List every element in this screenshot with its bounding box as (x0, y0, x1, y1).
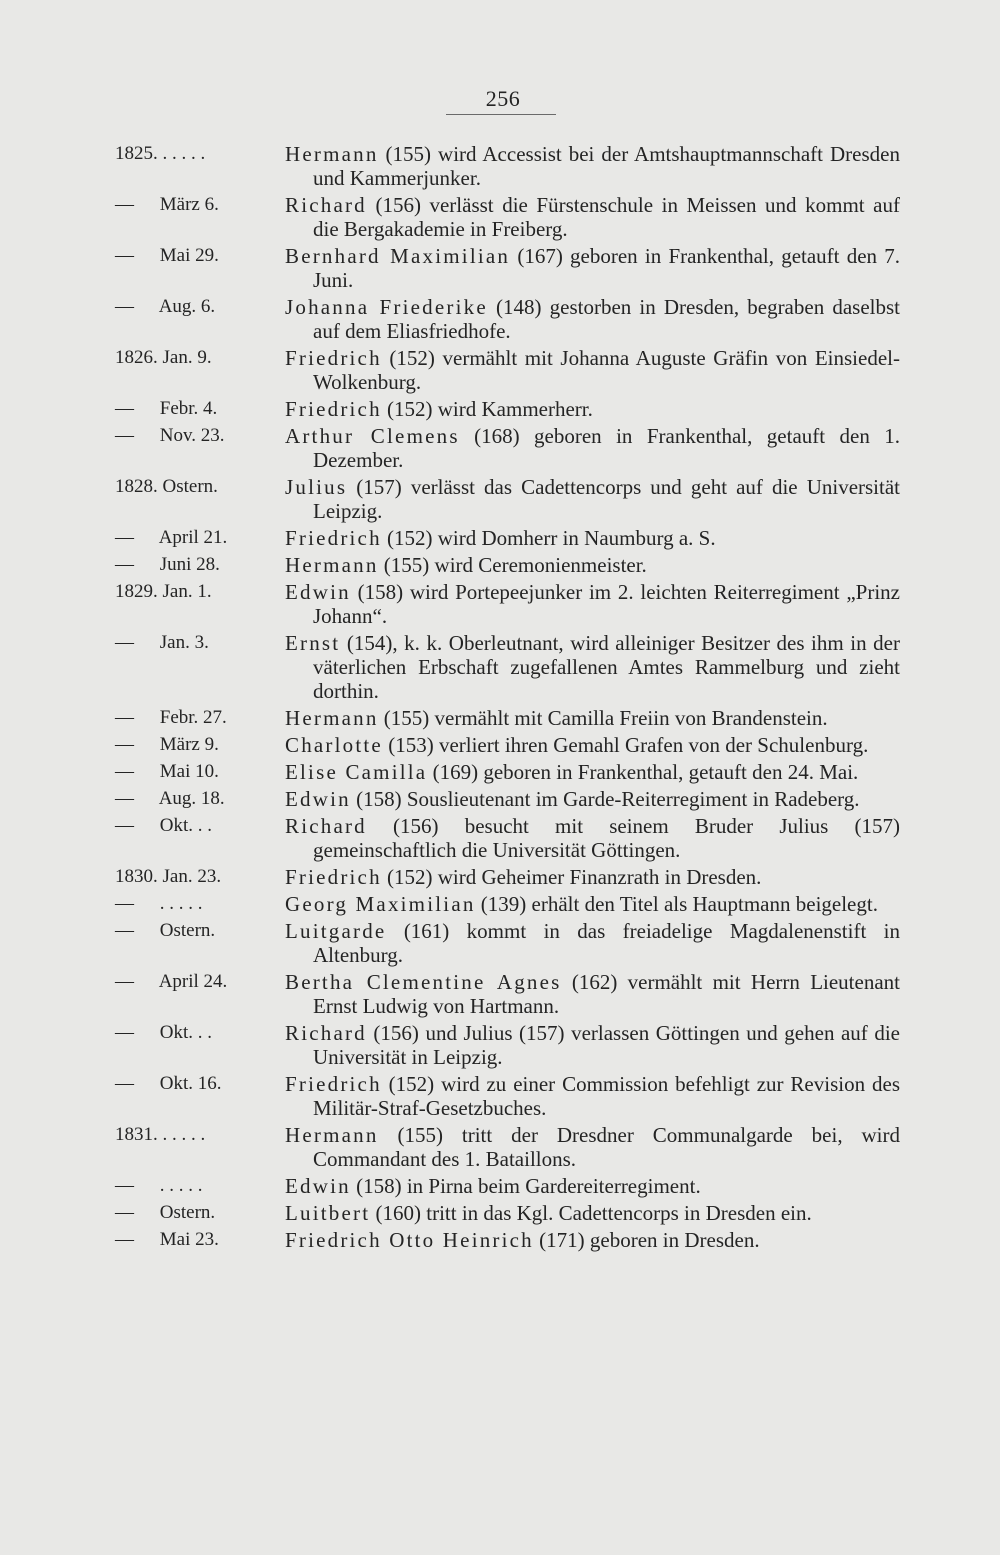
entry-text (285, 142, 900, 190)
chronology-entry (0, 553, 1000, 577)
chronology-entry (0, 733, 1000, 757)
chronology-entry (0, 193, 1000, 241)
entry-person: Richard (285, 814, 367, 838)
entry-text (285, 397, 900, 421)
entry-person: Johanna Friederike (285, 295, 488, 319)
entry-person: Julius (285, 475, 348, 499)
entry-person: Friedrich (285, 865, 382, 889)
entry-day: Jan. 9. (162, 347, 212, 368)
entry-date (115, 1021, 275, 1045)
entry-description: (157) verlässt das Cadettencorps und geht auf die Universität Leipzig. (313, 475, 900, 523)
page-number-rule (446, 114, 556, 115)
entry-person: Arthur Clemens (285, 424, 460, 448)
entry-text (285, 1228, 900, 1252)
entry-date (115, 580, 275, 604)
entry-person: Bertha Clementine Agnes (285, 970, 562, 994)
entry-person: Hermann (285, 1123, 379, 1147)
entry-year: — (115, 1022, 134, 1043)
entry-text (285, 580, 900, 628)
chronology-entry (0, 1201, 1000, 1225)
entry-date (115, 346, 275, 370)
entry-text (285, 865, 900, 889)
entry-year: — (115, 815, 134, 836)
entry-date (115, 526, 275, 550)
chronology-entry (0, 787, 1000, 811)
entry-year: 1828. (115, 476, 158, 497)
entry-text (285, 970, 900, 1018)
entry-text (285, 733, 900, 757)
entry-description: (156) verlässt die Fürstenschule in Meissen und kommt auf die Bergakademie in Freiberg. (313, 193, 900, 241)
chronology-entry (0, 919, 1000, 967)
entry-description: (158) in Pirna beim Gardereiterregiment. (350, 1174, 701, 1198)
entry-day: . . . . . (159, 1175, 203, 1196)
chronology-entry (0, 244, 1000, 292)
entry-text (285, 424, 900, 472)
chronology-entry (0, 526, 1000, 550)
entry-text (285, 814, 900, 862)
entry-person: Edwin (285, 580, 351, 604)
entry-year: 1825. (115, 143, 158, 164)
chronology-entry (0, 346, 1000, 394)
entry-year: — (115, 734, 134, 755)
entry-description: (152) wird Geheimer Finanzrath in Dresden. (381, 865, 762, 889)
entry-description: (155) wird Ceremonienmeister. (378, 553, 647, 577)
entry-year: 1830. (115, 866, 158, 887)
chronology-entry (0, 892, 1000, 916)
entry-day: April 24. (158, 971, 228, 992)
entry-text (285, 475, 900, 523)
entry-year: — (115, 1229, 134, 1250)
entry-date (115, 865, 275, 889)
entry-text (285, 1021, 900, 1069)
entry-date (115, 295, 275, 319)
entry-description: (158) Souslieutenant im Garde-Reiterregiment in Radeberg. (350, 787, 860, 811)
chronology-entry (0, 475, 1000, 523)
entry-year: — (115, 788, 134, 809)
entry-description: (167) geboren in Frankenthal, getauft den 7. Juni. (313, 244, 901, 292)
entry-description: (152) vermählt mit Johanna Auguste Gräfin von Einsiedel-Wolkenburg. (313, 346, 900, 394)
chronology-entry (0, 706, 1000, 730)
entry-day: Nov. 23. (159, 425, 225, 446)
entry-person: Richard (285, 1021, 367, 1045)
entry-description: (155) tritt der Dresdner Communalgarde bei, wird Commandant des 1. Bataillons. (313, 1123, 900, 1171)
entry-description: (156) und Julius (157) verlassen Göttingen und gehen auf die Universität in Leipzig. (313, 1021, 900, 1069)
entry-date (115, 142, 275, 166)
entry-day: März 9. (159, 734, 219, 755)
entry-year: 1826. (115, 347, 158, 368)
entry-day: Febr. 4. (159, 398, 218, 419)
entry-text (285, 526, 900, 550)
entry-description: (152) wird Domherr in Naumburg a. S. (381, 526, 716, 550)
entry-description: (152) wird Kammerherr. (381, 397, 593, 421)
entry-person: Ernst (285, 631, 341, 655)
chronology-entry (0, 580, 1000, 628)
entry-year: — (115, 527, 134, 548)
entry-text (285, 631, 900, 703)
chronology-entry (0, 397, 1000, 421)
entry-description: (139) erhält den Titel als Hauptmann beigelegt. (475, 892, 878, 916)
entry-text (285, 1072, 900, 1120)
entry-date (115, 1123, 275, 1147)
entry-person: Georg Maximilian (285, 892, 476, 916)
entry-date (115, 1174, 275, 1198)
entry-text (285, 553, 900, 577)
entry-person: Friedrich (285, 526, 382, 550)
entry-day: . . . . . (159, 893, 203, 914)
entry-person: Friedrich (285, 397, 382, 421)
entry-description: (160) tritt in das Kgl. Cadettencorps in Dresden ein. (370, 1201, 812, 1225)
chronology-entry (0, 295, 1000, 343)
entry-person: Hermann (285, 142, 379, 166)
entry-person: Edwin (285, 787, 351, 811)
entry-year: — (115, 245, 134, 266)
entry-year: — (115, 425, 134, 446)
entry-description: (155) wird Accessist bei der Amtshauptmannschaft Dresden und Kammerjunker. (313, 142, 900, 190)
entry-person: Hermann (285, 553, 379, 577)
entry-date (115, 553, 275, 577)
entry-text (285, 706, 900, 730)
entry-date (115, 1201, 275, 1225)
entry-date (115, 892, 275, 916)
entry-date (115, 1228, 275, 1252)
entry-text (285, 919, 900, 967)
entry-year: — (115, 761, 134, 782)
chronology-entry (0, 1123, 1000, 1171)
entry-description: (158) wird Portepeejunker im 2. leichten Reiterregiment „Prinz Johann“. (313, 580, 900, 628)
entry-person: Friedrich (285, 1072, 382, 1096)
entry-description: (148) gestorben in Dresden, begraben daselbst auf dem Eliasfriedhofe. (313, 295, 900, 343)
chronology-entry (0, 424, 1000, 472)
entry-year: — (115, 296, 134, 317)
entry-day: Mai 10. (159, 761, 219, 782)
entry-person: Friedrich (285, 346, 382, 370)
entry-person: Luitbert (285, 1201, 371, 1225)
entry-year: 1831. (115, 1124, 158, 1145)
entry-year: — (115, 707, 134, 728)
chronology-entry (0, 631, 1000, 703)
entry-description: (156) besucht mit seinem Bruder Julius (157) gemeinschaftlich die Universität Göttingen. (313, 814, 900, 862)
entry-day: Aug. 6. (158, 296, 216, 317)
entry-person: Hermann (285, 706, 379, 730)
entry-person: Bernhard Maximilian (285, 244, 511, 268)
chronology-entry (0, 865, 1000, 889)
entry-date (115, 814, 275, 838)
entry-year: — (115, 971, 134, 992)
entry-description: (154), k. k. Oberleutnant, wird alleiniger Besitzer des ihm in der väterlichen Erbschaft zugefallenen Amtes Rammelburg und zieht dorthin. (313, 631, 900, 703)
page-number: 256 (485, 86, 521, 111)
chronology-entry (0, 1174, 1000, 1198)
entry-day: Ostern. (159, 920, 216, 941)
entry-date (115, 919, 275, 943)
entry-day: Ostern. (159, 1202, 216, 1223)
chronology-entry (0, 760, 1000, 784)
entry-text (285, 1174, 900, 1198)
entry-person: Elise Camilla (285, 760, 428, 784)
entry-description: (162) vermählt mit Herrn Lieutenant Ernst Ludwig von Hartmann. (313, 970, 900, 1018)
entry-day: Jan. 23. (162, 866, 222, 887)
entry-year: — (115, 194, 134, 215)
entry-person: Richard (285, 193, 367, 217)
entry-year: — (115, 398, 134, 419)
entry-day: . . . . . (162, 1124, 206, 1145)
chronology-entry (0, 1072, 1000, 1120)
entry-person: Friedrich Otto Heinrich (285, 1228, 534, 1252)
entry-text (285, 760, 900, 784)
entry-description: (168) geboren in Frankenthal, getauft den 1. Dezember. (313, 424, 900, 472)
entry-date (115, 244, 275, 268)
entry-date (115, 787, 275, 811)
entry-day: Ostern. (162, 476, 218, 497)
entry-text (285, 346, 900, 394)
chronology-list (0, 142, 1000, 1255)
entry-person: Edwin (285, 1174, 351, 1198)
entry-date (115, 970, 275, 994)
entry-date (115, 193, 275, 217)
entry-text (285, 193, 900, 241)
chronology-entry (0, 1021, 1000, 1069)
entry-text (285, 787, 900, 811)
entry-text (285, 892, 900, 916)
entry-year: — (115, 1073, 134, 1094)
entry-day: Okt. . . (159, 815, 212, 836)
entry-description: (152) wird zu einer Commission befehligt zur Revision des Militär-Straf-Gesetzbuches. (313, 1072, 900, 1120)
entry-text (285, 1201, 900, 1225)
entry-date (115, 424, 275, 448)
entry-date (115, 1072, 275, 1096)
entry-text (285, 1123, 900, 1171)
entry-day: Febr. 27. (159, 707, 227, 728)
entry-date (115, 475, 275, 499)
entry-description: (153) verliert ihren Gemahl Grafen von der Schulenburg. (382, 733, 869, 757)
entry-description: (161) kommt in das freiadelige Magdalenenstift in Altenburg. (313, 919, 900, 967)
entry-person: Luitgarde (285, 919, 387, 943)
entry-day: Aug. 18. (158, 788, 225, 809)
entry-day: März 6. (159, 194, 219, 215)
chronology-entry (0, 142, 1000, 190)
entry-date (115, 733, 275, 757)
chronology-entry (0, 1228, 1000, 1252)
entry-description: (171) geboren in Dresden. (533, 1228, 760, 1252)
entry-date (115, 760, 275, 784)
entry-date (115, 706, 275, 730)
entry-date (115, 631, 275, 655)
entry-text (285, 295, 900, 343)
entry-year: — (115, 1202, 134, 1223)
chronology-entry (0, 814, 1000, 862)
entry-day: . . . . . (162, 143, 206, 164)
entry-year: 1829. (115, 581, 158, 602)
entry-day: Okt. . . (159, 1022, 212, 1043)
entry-year: — (115, 554, 134, 575)
entry-day: Juni 28. (159, 554, 220, 575)
entry-year: — (115, 1175, 134, 1196)
entry-year: — (115, 920, 134, 941)
entry-year: — (115, 893, 134, 914)
entry-description: (169) geboren in Frankenthal, getauft den 24. Mai. (427, 760, 859, 784)
entry-day: April 21. (158, 527, 228, 548)
entry-person: Charlotte (285, 733, 383, 757)
entry-date (115, 397, 275, 421)
entry-day: Mai 29. (159, 245, 219, 266)
entry-day: Mai 23. (159, 1229, 219, 1250)
entry-year: — (115, 632, 134, 653)
entry-description: (155) vermählt mit Camilla Freiin von Brandenstein. (378, 706, 828, 730)
entry-text (285, 244, 900, 292)
entry-day: Jan. 1. (162, 581, 212, 602)
entry-day: Okt. 16. (159, 1073, 222, 1094)
chronology-entry (0, 970, 1000, 1018)
entry-day: Jan. 3. (159, 632, 209, 653)
